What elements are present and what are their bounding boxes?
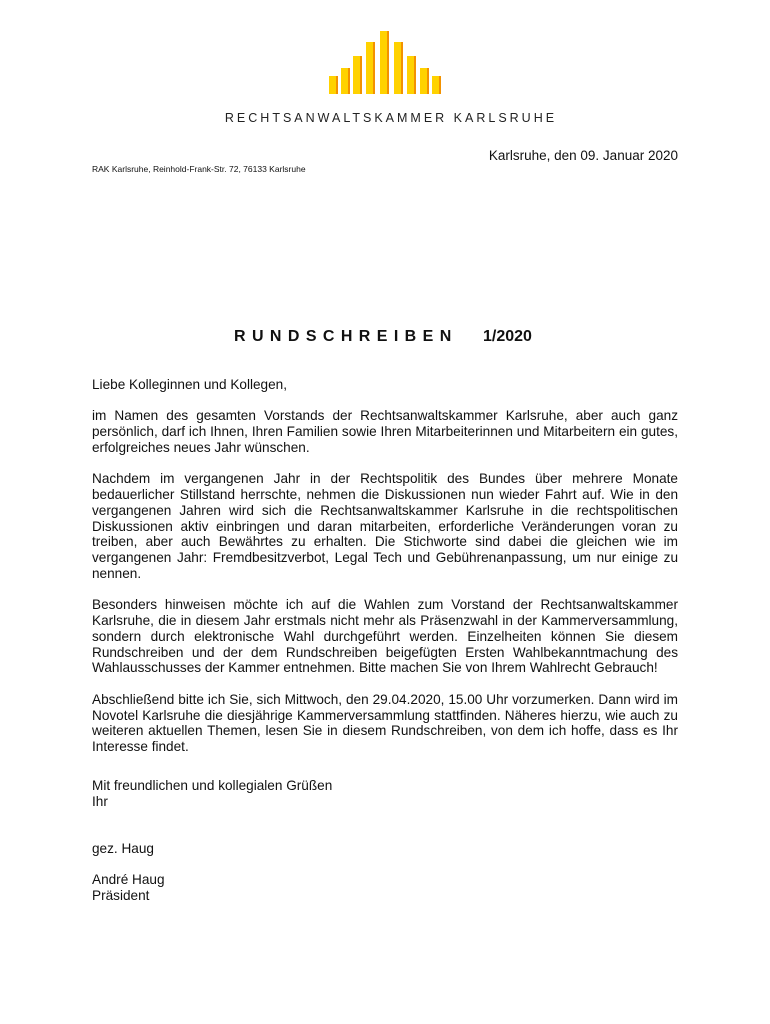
- logo-bar-edge: [387, 31, 389, 94]
- logo-bar-edge: [336, 76, 338, 94]
- logo-bar-edge: [401, 42, 403, 94]
- paragraph-greeting: im Namen des gesamten Vorstands der Rechtsanwaltskammer Karlsruhe, aber auch ganz persönlich, darf ich Ihnen, Ihren Familien sowie Ihren Mitarbeiterinnen und Mitarbeitern ein gutes, erfolgreiches neues Jahr wünschen.: [92, 408, 678, 455]
- paragraph-elections: Besonders hinweisen möchte ich auf die Wahlen zum Vorstand der Rechtsanwaltskammer Karlsruhe, die in diesem Jahr erstmals nicht mehr als Präsenzwahl in der Kammerversammlung, sondern durch elektronische Wahl durchgeführt werden. Einzelheiten können Sie diesem Rundschreiben und der dem Rundschreiben beigefügten Ersten Wahlbekanntmachung des Wahlausschusses der Kammer entnehmen. Bitte machen Sie von Ihrem Wahlrecht Gebrauch!: [92, 597, 678, 676]
- closing: [92, 778, 332, 810]
- logo-bar-edge: [373, 42, 375, 94]
- logo-bar: [329, 76, 336, 94]
- circular-title: RUNDSCHREIBEN: [234, 328, 458, 345]
- signatory: [92, 872, 165, 904]
- circular-number: 1/2020: [483, 328, 532, 345]
- logo-bar: [353, 56, 360, 94]
- salutation: Liebe Kolleginnen und Kollegen,: [92, 377, 288, 392]
- logo-bar-edge: [414, 56, 416, 94]
- logo-bar: [407, 56, 414, 94]
- logo-bar: [366, 42, 373, 94]
- letter-body: [92, 377, 678, 770]
- paragraph-legal-policy: Nachdem im vergangenen Jahr in der Rechtspolitik des Bundes über mehrere Monate bedauerlicher Stillstand herrschte, nehmen die Diskussionen nun wieder Fahrt auf. Wie in den vergangenen Jahren wird sich die Rechtsanwaltskammer Karlsruhe in die rechtspolitischen Diskussionen aktiv einbringen und daran mitarbeiten, erforderliche Veränderungen voran zu treiben, aber auch Bewährtes zu erhalten. Die Stichworte sind dabei die gleichen wie im vergangenen Jahr: Fremdbesitzverbot, Legal Tech und Gebührenanpassung, um nur einige zu nennen.: [92, 471, 678, 581]
- signatory-name: André Haug: [92, 872, 165, 887]
- closing-ihr: Ihr: [92, 794, 108, 809]
- letter-date: Karlsruhe, den 09. Januar 2020: [488, 148, 678, 163]
- logo-bar-edge: [427, 68, 429, 94]
- logo-bar-edge: [360, 56, 362, 94]
- logo-bar: [420, 68, 427, 94]
- logo-bar-edge: [439, 76, 441, 94]
- signed-by: gez. Haug: [92, 841, 154, 856]
- closing-greeting: Mit freundlichen und kollegialen Grüßen: [92, 778, 333, 793]
- logo-bar: [432, 76, 439, 94]
- logo-bar: [341, 68, 348, 94]
- logo-bar: [380, 31, 387, 94]
- logo-bar: [394, 42, 401, 94]
- signatory-role: Präsident: [92, 888, 150, 903]
- sender-address: RAK Karlsruhe, Reinhold-Frank-Str. 72, 76133 Karlsruhe: [92, 164, 306, 174]
- paragraph-assembly: Abschließend bitte ich Sie, sich Mittwoch, den 29.04.2020, 15.00 Uhr vorzumerken. Dann wird im Novotel Karlsruhe die diesjährige Kammerversammlung stattfinden. Näheres hierzu, wie auch zu weiteren aktuellen Themen, lesen Sie in diesem Rundschreiben, von dem ich hoffe, dass es Ihr Interesse findet.: [92, 691, 678, 755]
- logo-bar-edge: [348, 68, 350, 94]
- org-name: RECHTSANWALTSKAMMER KARLSRUHE: [224, 111, 558, 125]
